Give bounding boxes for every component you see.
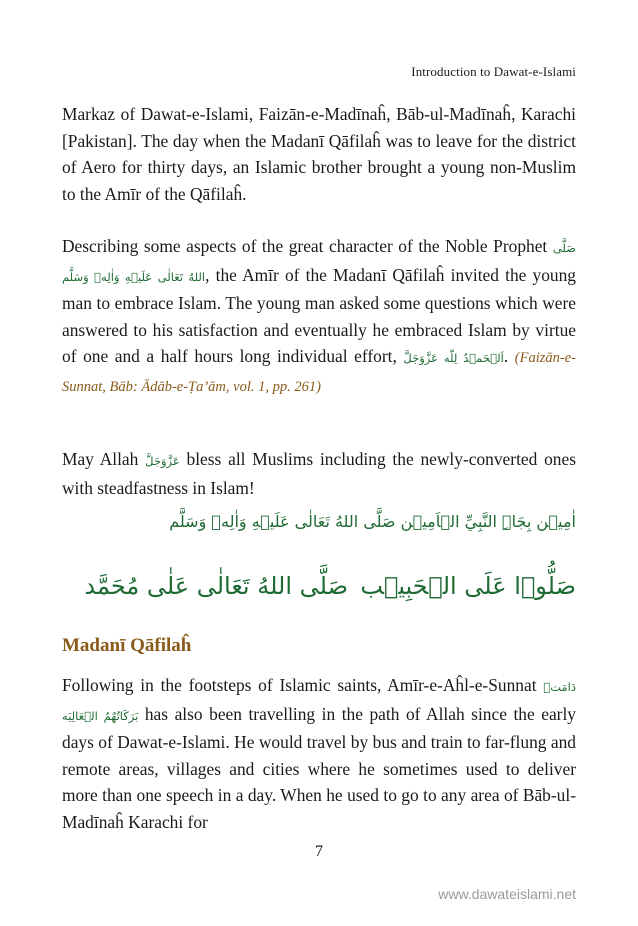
paragraph-1: Markaz of Dawat-e-Islami, Faizān-e-Madīnaĥ, Bāb-ul-Madīnaĥ, Karachi [Pakistan]. The day when the Madanī Qāfilaĥ was to leave for the district of Aero for thirty days, an Islamic brother brought a young non-Muslim to the Amīr of the Qāfilaĥ. — [62, 104, 576, 204]
paragraph-2-text-b: , the Amīr of the Madanī Qāfilaĥ invited the young man to embrace Islam. The young man asked some questions which were answered to his satisfaction and eventually he embraced Islam by virtue of one and a half hours long individual effort, — [62, 264, 577, 366]
salawat-invocation: صَلُّوۡا عَلَى الۡحَبِيۡب — [360, 572, 576, 600]
section-paragraph-text-a: Following in the footsteps of Islamic saints, Amīr-e-Aĥl-e-Sunnat — [62, 675, 537, 695]
dua-line: اٰمِيۡن بِجَاہِ النَّبِيِّ الۡاَمِيۡن صَلَّى اللهُ تَعَالٰى عَلَيۡهِ وَاٰلِهٖ وَسَلَّم — [169, 512, 576, 531]
prophet-honorific: صَلَّى اللهُ تَعَالٰى عَلَيۡهِ وَاٰلِهٖ وَسَلَّم — [62, 241, 576, 284]
section-paragraph — [62, 672, 576, 835]
paragraph-2-period: . — [503, 346, 509, 366]
website-url: www.dawateislami.net — [438, 886, 576, 902]
page-number: 7 — [315, 843, 323, 860]
section-heading: Madanī Qāfilaĥ — [62, 635, 192, 656]
salawat-response: صَلَّى اللهُ تَعَالٰى عَلٰى مُحَمَّد — [84, 572, 348, 600]
paragraph-3-text-a: May Allah — [62, 449, 139, 469]
running-header: Introduction to Dawat-e-Islami — [411, 64, 576, 79]
praise-phrase: اَلۡحَمۡدُ لِلّٰه عَزَّوَجَلَّ — [403, 351, 504, 365]
section-paragraph-text-b: has also been travelling in the path of Allah since the early days of Dawat-e-Islami. He would travel by bus and train to far-flung and remote areas, villages and cities where he sometimes used to deliver more than one speech in a day. When he used to go to any area of Bāb-ul-Madīnaĥ Karachi for — [62, 703, 576, 832]
allah-honorific: عَزَّوَجَلَّ — [145, 454, 180, 468]
paragraph-2 — [62, 233, 576, 400]
saint-honorific: دَامَتۡ بَرَكَاتُهُمُ الۡعَالِيَه — [62, 680, 576, 723]
paragraph-3 — [62, 446, 576, 501]
citation: (Faizān-e-Sunnat, Bāb: Ādāb-e-Ṭa’ām, vol. 1, pp. 261) — [62, 350, 576, 395]
paragraph-2-text-a: Describing some aspects of the great character of the Noble Prophet — [62, 236, 548, 256]
paragraph-3-text-b: bless all Muslims including the newly-converted ones with steadfastness in Islam! — [62, 449, 576, 498]
